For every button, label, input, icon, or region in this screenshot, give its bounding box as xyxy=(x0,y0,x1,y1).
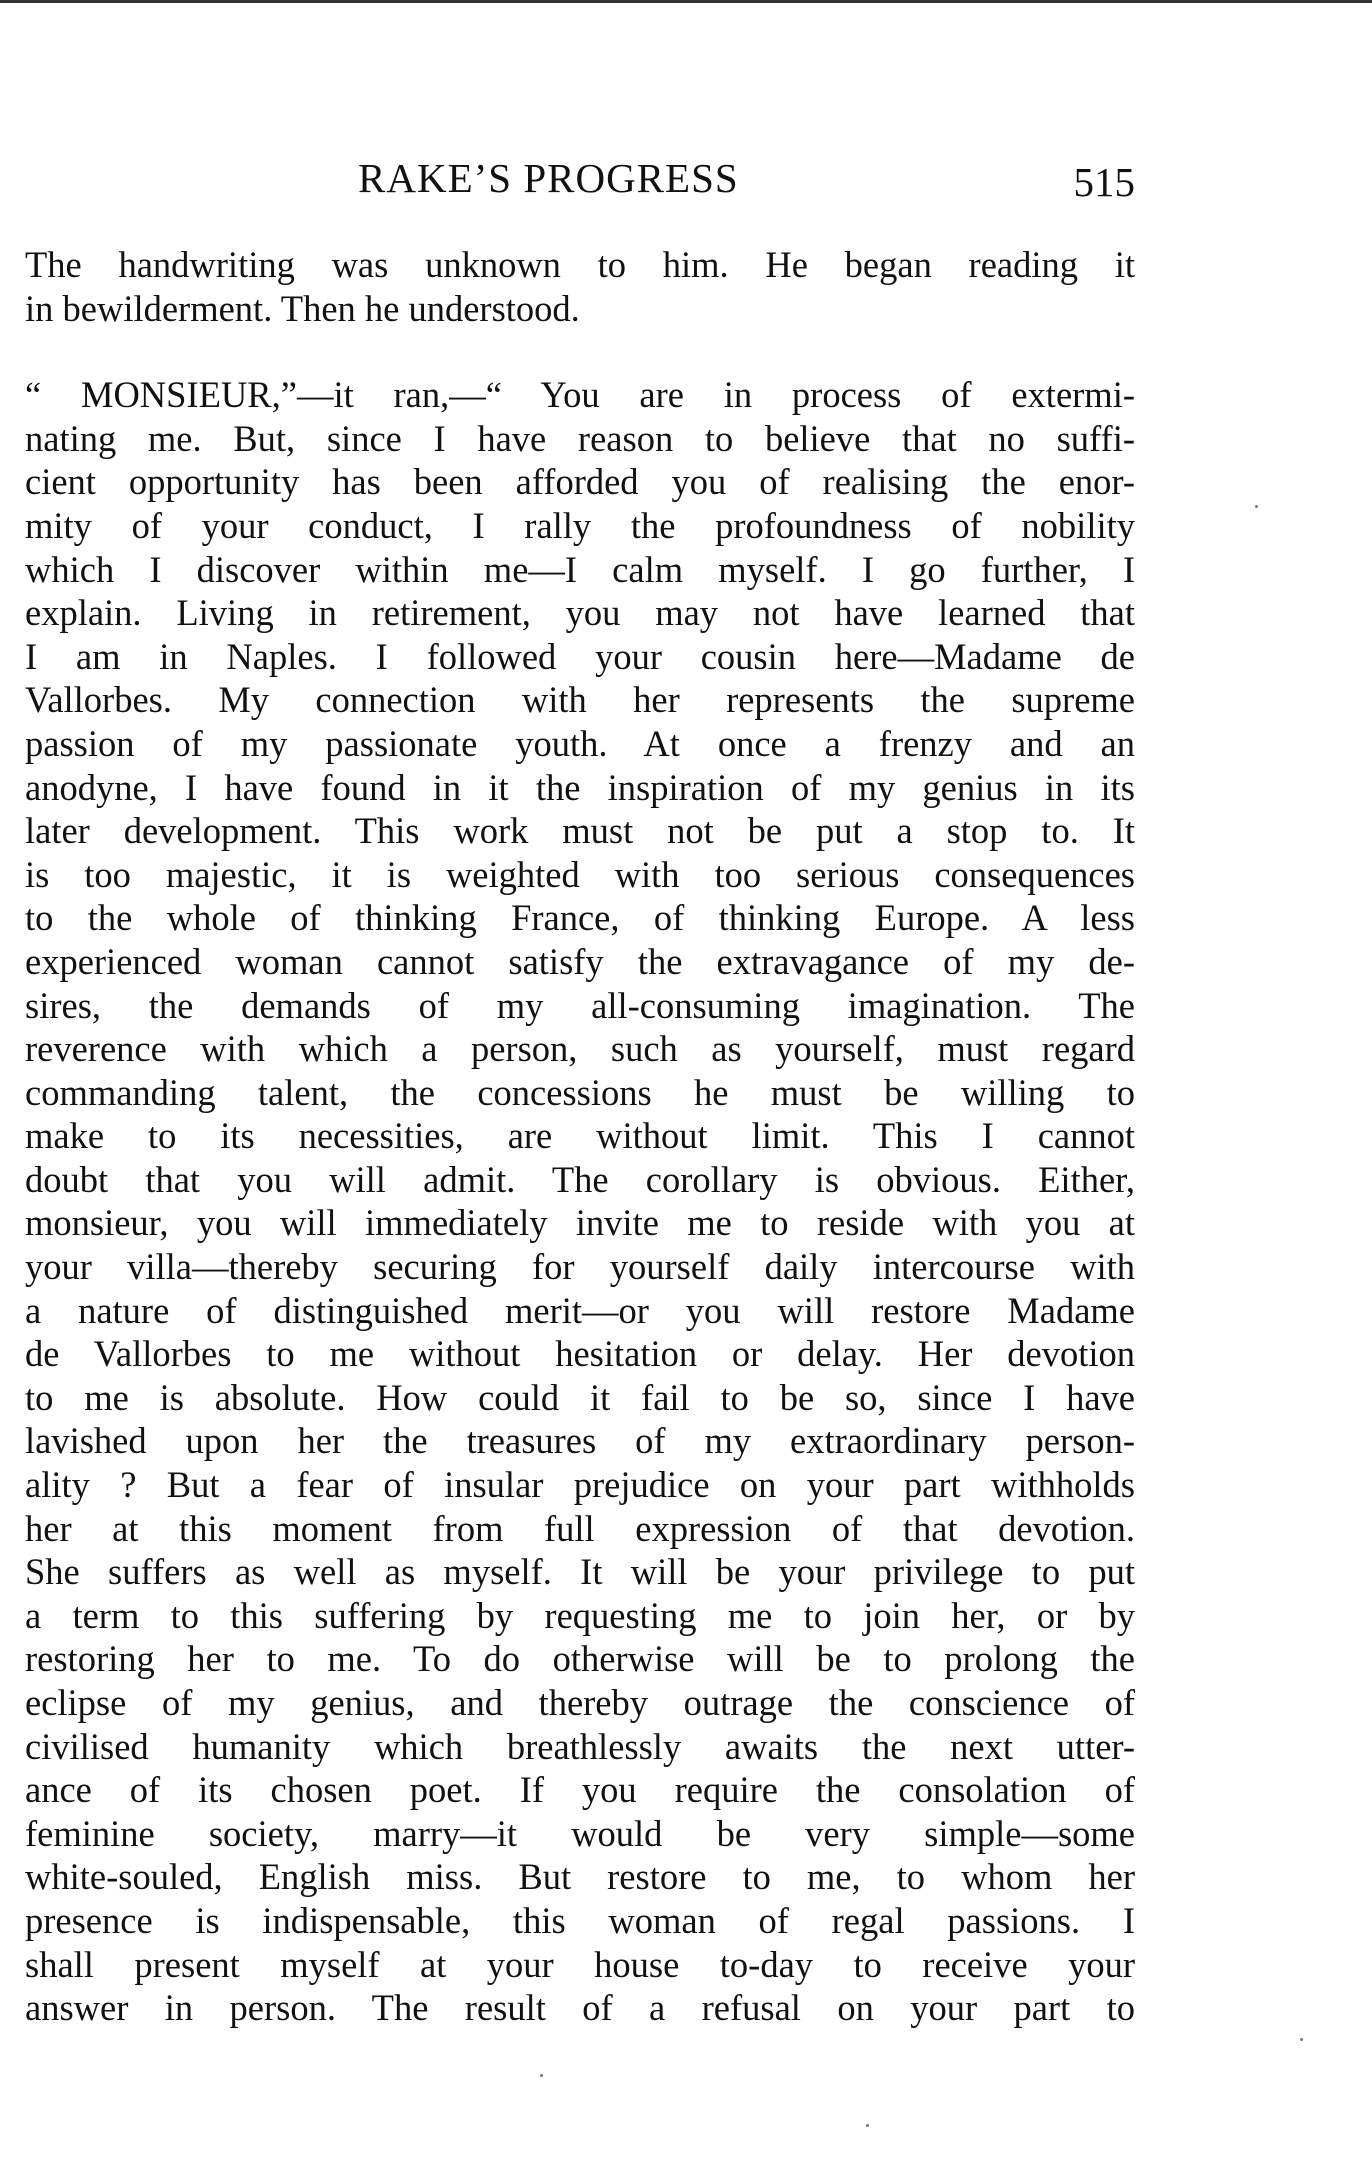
text-line: de Vallorbes to me without hesitation or delay. Her devotion xyxy=(25,1333,1135,1375)
text-line: commanding talent, the concessions he must be willing to xyxy=(25,1071,1135,1113)
text-line: a nature of distinguished merit—or you will restore Madame xyxy=(25,1289,1135,1331)
paragraph-2 xyxy=(25,373,1135,2030)
paper-speck xyxy=(540,2074,543,2077)
text-line: lavished upon her the treasures of my extraordinary person- xyxy=(25,1420,1135,1462)
text-line: restoring her to me. To do otherwise will be to prolong the xyxy=(25,1638,1135,1680)
text-line: to me is absolute. How could it fail to be so, since I have xyxy=(25,1376,1135,1418)
text-line: shall present myself at your house to-day to receive your xyxy=(25,1943,1135,1985)
text-line: make to its necessities, are without limit. This I cannot xyxy=(25,1115,1135,1157)
text-line: cient opportunity has been afforded you of realising the enor- xyxy=(25,461,1135,503)
text-line: your villa—thereby securing for yourself daily intercourse with xyxy=(25,1246,1135,1288)
text-line: which I discover within me—I calm myself. I go further, I xyxy=(25,548,1135,590)
text-line: Vallorbes. My connection with her represents the supreme xyxy=(25,679,1135,721)
text-line: nating me. But, since I have reason to believe that no suffi- xyxy=(25,417,1135,459)
running-head xyxy=(25,148,1135,208)
text-line: explain. Living in retirement, you may not have learned that xyxy=(25,592,1135,634)
paper-speck xyxy=(1255,505,1258,508)
text-line: feminine society, marry—it would be very simple—some xyxy=(25,1812,1135,1854)
text-line: doubt that you will admit. The corollary is obvious. Either, xyxy=(25,1158,1135,1200)
text-line: answer in person. The result of a refusal on your part to xyxy=(25,1987,1135,2029)
paragraph-spacer xyxy=(25,330,1135,373)
text-line: presence is indispensable, this woman of regal passions. I xyxy=(25,1899,1135,1941)
text-line: in bewilderment. Then he understood. xyxy=(25,287,580,329)
paragraph-1 xyxy=(25,243,1135,330)
text-line: white-souled, English miss. But restore to me, to whom her xyxy=(25,1856,1135,1898)
text-line: She suffers as well as myself. It will be your privilege to put xyxy=(25,1551,1135,1593)
text-line: I am in Naples. I followed your cousin here—Madame de xyxy=(25,635,1135,677)
text-line: is too majestic, it is weighted with too serious consequences xyxy=(25,853,1135,895)
top-edge-rule xyxy=(0,0,1372,3)
page-number: 515 xyxy=(1073,159,1135,205)
text-line: mity of your conduct, I rally the profoundness of nobility xyxy=(25,504,1135,546)
paper-speck xyxy=(1300,2038,1303,2041)
text-line: to the whole of thinking France, of thinking Europe. A less xyxy=(25,897,1135,939)
text-line: ality ? But a fear of insular prejudice on your part withholds xyxy=(25,1464,1135,1506)
text-line: “ MONSIEUR,”—it ran,—“ You are in process of extermi- xyxy=(25,374,1135,416)
running-title: RAKE’S PROGRESS xyxy=(358,155,739,201)
text-line: experienced woman cannot satisfy the extravagance of my de- xyxy=(25,940,1135,982)
text-line: civilised humanity which breathlessly awaits the next utter- xyxy=(25,1725,1135,1767)
text-line: ance of its chosen poet. If you require the consolation of xyxy=(25,1769,1135,1811)
text-line: monsieur, you will immediately invite me to reside with you at xyxy=(25,1202,1135,1244)
text-line: anodyne, I have found in it the inspiration of my genius in its xyxy=(25,766,1135,808)
paper-speck xyxy=(866,2124,869,2127)
text-line: her at this moment from full expression of that devotion. xyxy=(25,1507,1135,1549)
text-line: reverence with which a person, such as yourself, must regard xyxy=(25,1028,1135,1070)
text-line: passion of my passionate youth. At once a frenzy and an xyxy=(25,722,1135,764)
text-line: sires, the demands of my all-consuming imagination. The xyxy=(25,984,1135,1026)
text-line: eclipse of my genius, and thereby outrage the conscience of xyxy=(25,1682,1135,1723)
text-line: The handwriting was unknown to him. He began reading it xyxy=(25,244,1135,285)
text-line: a term to this suffering by requesting me to join her, or by xyxy=(25,1594,1135,1636)
text-line: later development. This work must not be put a stop to. It xyxy=(25,810,1135,852)
body-text xyxy=(25,243,1135,2030)
